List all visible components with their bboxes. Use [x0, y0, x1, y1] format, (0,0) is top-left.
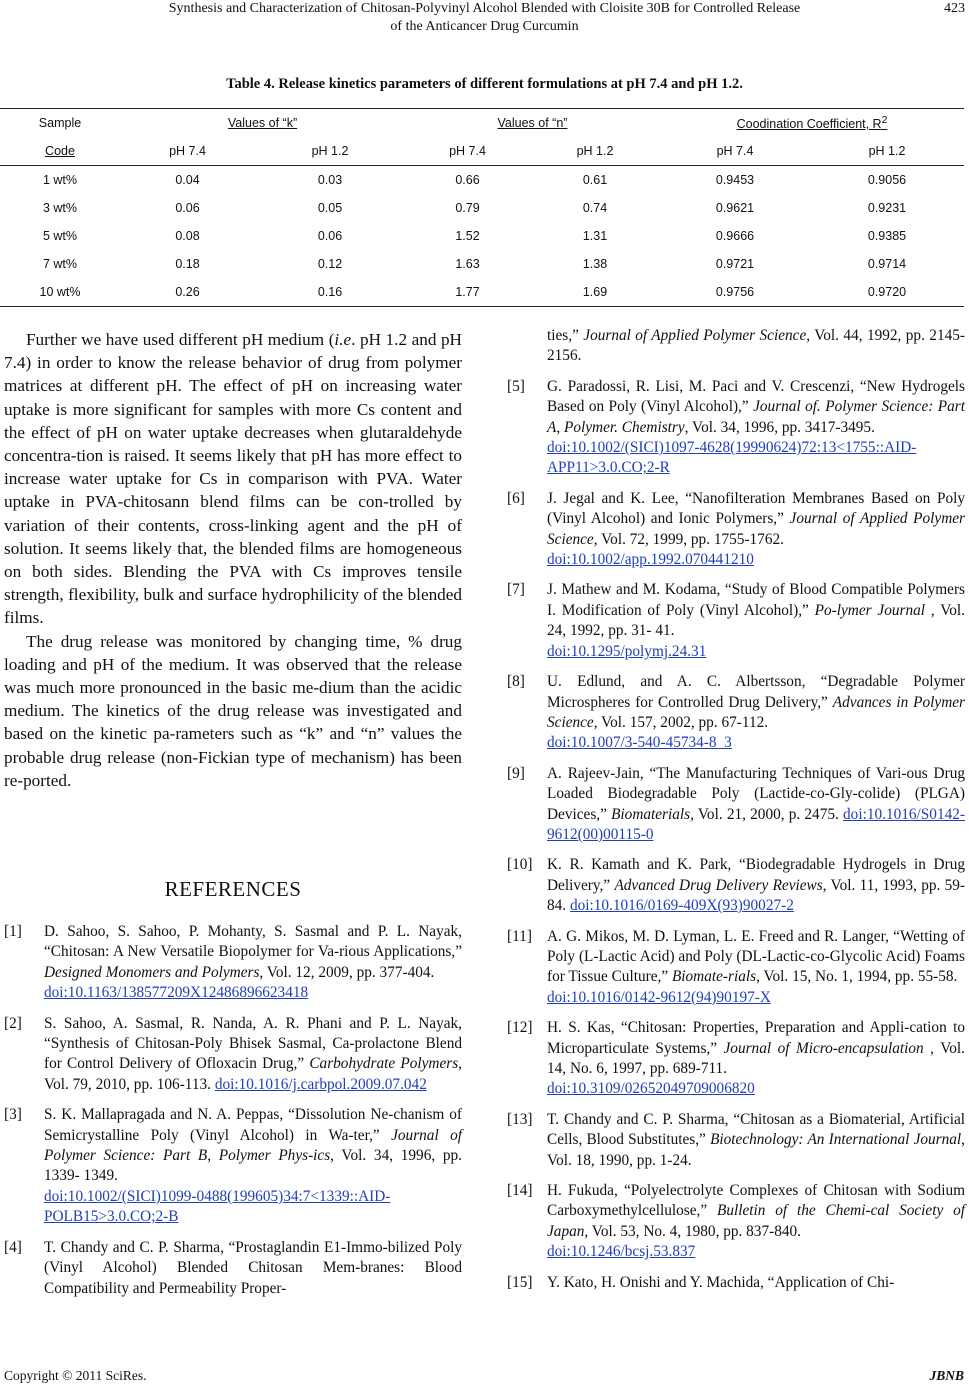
reference-text [44, 1014, 462, 1096]
reference-number: [4] [4, 1238, 22, 1256]
table-cell: 0.26 [120, 278, 255, 307]
references-right-column [507, 326, 965, 1303]
reference-text [547, 1110, 965, 1171]
reference-journal: Journal of Micro-encapsulation [723, 1039, 924, 1057]
reference-item [507, 1273, 965, 1293]
reference-authors-title: S. Sahoo, A. Sasmal, R. Nanda, A. R. Phani and P. L. Nayak, “Synthesis of Chitosan-Poly Bhisek Sasmal, Ca-prolactone Blend for Control Delivery of Ofloxacin Drug,” [44, 1014, 462, 1073]
header-n-group [405, 109, 660, 138]
reference-number: [14] [507, 1182, 533, 1200]
reference-details: , Vol. 14, No. 6, 1997, pp. 689-711. [547, 1039, 965, 1077]
reference-number: [1] [4, 923, 22, 940]
header-code-label: Code [45, 144, 75, 158]
table-cell: 0.06 [175, 201, 200, 215]
table-cell: 0.18 [175, 257, 200, 271]
reference-doi-link[interactable]: doi:10.1002/(SICI)1097-4628(19990624)72:13<1755::AID-APP11>3.0.CO;2-R [547, 439, 917, 477]
reference-number [507, 326, 547, 367]
header-r-text: Coodination Coefficient, R [736, 117, 882, 132]
reference-details: , Vol. 12, 2009, pp. 377-404. [259, 963, 435, 981]
reference-authors-title: J. Jegal and K. Lee, “Nanofilteration Membranes Based on Poly (Vinyl Alcohol) and Ionic Polymers,” [547, 489, 965, 528]
table-cell: 0.79 [455, 201, 480, 215]
table-cell: 3 wt% [42, 201, 78, 215]
header-sample: Sample [0, 109, 120, 138]
header-k-ph12: pH 1.2 [255, 137, 405, 166]
reference-text [547, 764, 965, 846]
reference-journal: Advances in Polymer Science, [547, 693, 965, 731]
reference-item [4, 922, 462, 1004]
reference-item [507, 1018, 965, 1100]
reference-item [507, 326, 965, 367]
reference-details: Vol. 157, 2002, pp. 67-112. [597, 713, 769, 731]
header-n-label: Values of “n” [497, 116, 568, 130]
reference-details: , Vol. 18, 1990, pp. 1-24. [547, 1131, 965, 1169]
table-cell: 0.9453 [715, 173, 755, 187]
table-cell: 0.61 [582, 173, 608, 187]
table-body [0, 166, 964, 307]
reference-journal: Journal of Applied Polymer Science [547, 510, 965, 548]
reference-details: , Vol. 11, 1993, pp. 59-84. [547, 876, 965, 915]
table-cell: 0.05 [317, 201, 343, 215]
reference-authors-title: A. Rajeev-Jain, “The Manufacturing Techniques of Vari-ous Drug Loaded Biodegradable Poly (Lactide-co-Gly-colide) (PLGA) Devices,” [547, 764, 965, 823]
reference-doi-link[interactable]: doi:10.1007/3-540-45734-8_3 [547, 734, 732, 752]
reference-details: Vol. 21, 2000, p. 2475. [693, 805, 844, 823]
table-cell: 0.9385 [867, 229, 907, 243]
reference-text [547, 855, 965, 916]
reference-journal: Biotechnology: An International Journal [710, 1131, 962, 1149]
reference-number: [8] [507, 673, 525, 691]
table-cell: 0.9621 [715, 201, 755, 215]
header-r-ph12: pH 1.2 [810, 137, 964, 166]
table-cell: 1 wt% [42, 173, 78, 187]
header-r-ph74: pH 7.4 [660, 137, 810, 166]
reference-journal: Carbohydrate Polymers [309, 1055, 459, 1073]
body-text [4, 328, 462, 792]
reference-journal: Journal of Polymer Science: Part B, Polymer Phys-ics [44, 1126, 463, 1165]
header-r-group [660, 109, 964, 138]
reference-details: , Vol. 79, 2010, pp. 106-113. [44, 1055, 462, 1093]
journal-abbrev: JBNB [929, 1368, 964, 1383]
reference-number: [6] [507, 489, 525, 507]
reference-text [547, 927, 965, 1009]
reference-journal: Journal of. Polymer Science: Part A, Polymer. Chemistry [547, 398, 965, 436]
header-n-ph74: pH 7.4 [405, 137, 530, 166]
table-row [0, 250, 964, 278]
reference-item [507, 1181, 965, 1263]
table-cell: 0.66 [455, 173, 480, 187]
reference-authors-title: D. Sahoo, S. Sahoo, P. Mohanty, S. Sasmal and P. L. Nayak, “Chitosan: A New Versatile Biopolymer for Va-rious Applications,” [44, 923, 462, 961]
reference-journal: Advanced Drug Delivery Reviews [614, 876, 823, 894]
reference-text [547, 1018, 965, 1100]
reference-authors-title: H. S. Kas, “Chitosan: Properties, Preparation and Appli-cation to Microparticulate Systems,” [547, 1019, 965, 1057]
table-cell: 0.9666 [715, 229, 755, 243]
table-cell: 0.16 [255, 278, 405, 307]
footer [4, 1368, 964, 1384]
reference-authors-title: J. Mathew and M. Kodama, “Study of Blood Compatible Polymers I. Modification of Poly (Vinyl Alcohol),” [547, 581, 965, 619]
table-row [0, 278, 964, 307]
reference-number: [13] [507, 1110, 533, 1128]
table-cell: 0.9721 [715, 257, 755, 271]
reference-details: , Vol. 72, 1999, pp. 1755-1762. [593, 530, 784, 548]
table-cell: 0.9056 [867, 173, 907, 187]
table-row [0, 222, 964, 250]
reference-text [44, 1238, 462, 1299]
copyright-text: Copyright © 2011 SciRes. [4, 1368, 147, 1383]
kinetics-table [0, 108, 964, 307]
reference-journal: Designed Monomers and Polymers [44, 963, 260, 981]
reference-item [4, 1014, 462, 1096]
reference-number: [10] [507, 856, 533, 874]
reference-doi-link[interactable]: doi:10.1002/app.1992.070441210 [547, 551, 754, 569]
table-cell: 0.9714 [867, 257, 907, 271]
reference-number: [2] [4, 1014, 22, 1032]
paragraph-1 [4, 328, 462, 630]
header-r-label [736, 114, 888, 132]
reference-item [507, 580, 965, 662]
table-cell: 7 wt% [42, 257, 78, 271]
reference-number: [5] [507, 377, 525, 395]
reference-number: [11] [507, 927, 532, 945]
reference-authors-title: S. K. Mallapragada and N. A. Peppas, “Dissolution Ne-chanism of Semicrystalline Poly (Vinyl Alcohol) in Wa-ter,” [44, 1106, 462, 1144]
reference-details: , Vol. 53, No. 4, 1980, pp. 837-840. [584, 1222, 801, 1240]
paragraph-1-part-a: Further we have used different pH medium ( [26, 330, 335, 349]
header-r-sup: 2 [881, 114, 888, 126]
reference-text [547, 580, 965, 662]
table-cell: 0.08 [175, 229, 200, 243]
reference-item [507, 855, 965, 916]
reference-authors-title: T. Chandy and C. P. Sharma, “Prostaglandin E1-Immo-bilized Poly (Vinyl Alcohol) Blended Chitosan Mem-branes: Blood Compatibility and Permeability Proper- [44, 1238, 462, 1297]
table-cell: 0.04 [175, 173, 200, 187]
table-row [0, 194, 964, 222]
reference-details: , Vol. 15, No. 1, 1994, pp. 55-58. [756, 968, 958, 986]
reference-text [44, 922, 462, 1004]
reference-doi-link[interactable]: doi:10.1002/(SICI)1099-0488(199605)34:7<1339::AID-POLB15>3.0.CO;2-B [44, 1187, 391, 1226]
page-number: 423 [944, 1, 965, 16]
running-head-title: Synthesis and Characterization of Chitosan-Polyvinyl Alcohol Blended with Cloisite 30B for Controlled Release [168, 1, 801, 16]
running-head [0, 0, 969, 40]
header-k-group [120, 109, 405, 138]
reference-journal: Bulletin of the Chemi-cal Society of Japan [547, 1202, 965, 1240]
reference-doi-link[interactable]: doi:10.1016/S0142-9612(00)00115-0 [547, 805, 965, 843]
table-cell: 1.69 [530, 278, 660, 307]
table-cell: 0.9231 [867, 201, 907, 215]
running-head-subtitle: of the Anticancer Drug Curcumin [390, 19, 579, 34]
reference-doi-link[interactable]: doi:10.1016/j.carbpol.2009.07.042 [214, 1075, 427, 1093]
table-header-row [0, 109, 964, 138]
reference-doi-link[interactable]: doi:10.1016/0169-409X(93)90027-2 [569, 897, 794, 915]
reference-authors-title: K. R. Kamath and K. Park, “Biodegradable Hydrogels in Drug Delivery,” [547, 856, 965, 894]
reference-authors-title: Y. Kato, H. Onishi and Y. Machida, “Application of Chi- [547, 1273, 895, 1291]
reference-doi-link[interactable]: doi:10.3109/02652049709006820 [547, 1080, 755, 1098]
paragraph-2: The drug release was monitored by changing time, % drug loading and pH of the medium. It was observed that the release was much more pronounced in the basic me-dium than the acidic medium. The kinetics of the drug release was investigated and based on the kinetic pa-rameters such as “k” and “n” values the probable drug release (non-Fickian type of mechanism) has been re-ported. [4, 631, 462, 790]
reference-number: [12] [507, 1019, 533, 1037]
table-cell: 5 wt% [42, 229, 78, 243]
reference-authors-title: ties,” [547, 327, 584, 344]
reference-details: , Vol. 34, 1996, pp. 3417-3495. [684, 418, 875, 436]
header-k-ph74: pH 7.4 [120, 137, 255, 166]
table-cell: 0.06 [317, 229, 343, 243]
header-code [0, 137, 120, 166]
reference-text [547, 326, 965, 367]
reference-journal: Po-lymer Journal [814, 601, 925, 619]
reference-item [507, 489, 965, 571]
table-cell: 10 wt% [0, 278, 120, 307]
reference-text [547, 489, 965, 571]
reference-text [547, 1181, 965, 1263]
reference-authors-title: H. Fukuda, “Polyelectrolyte Complexes of Chitosan with Sodium Carboxymethylcellulose,” [547, 1182, 965, 1220]
reference-text [44, 1105, 462, 1227]
table-row [0, 166, 964, 195]
reference-details: , Vol. 24, 1992, pp. 31- 41. [547, 601, 965, 640]
reference-item [507, 672, 965, 754]
reference-item [507, 927, 965, 1009]
reference-doi-link[interactable]: doi:10.1295/polymj.24.31 [547, 642, 707, 660]
table-cell: 1.52 [455, 229, 480, 243]
reference-journal: Journal of Applied Polymer Science [583, 327, 807, 344]
reference-item [4, 1238, 462, 1299]
reference-doi-link[interactable]: doi:10.1016/0142-9612(94)90197-X [547, 988, 771, 1006]
table-cell: 0.03 [317, 173, 343, 187]
table-cell: 0.74 [582, 201, 608, 215]
reference-number: [15] [507, 1273, 533, 1291]
reference-details: , Vol. 44, 1992, pp. 2145-2156. [547, 327, 965, 365]
reference-text [547, 1273, 965, 1293]
reference-number: [9] [507, 764, 525, 782]
table-cell: 0.12 [317, 257, 343, 271]
reference-number: [3] [4, 1106, 22, 1124]
paragraph-1-part-b: . pH 1.2 and pH 7.4) in order to know the release behavior of drug from polymer matrices at different pH. The effect of pH on increasing water uptake is more significant for samples with more Cs content and the effect of pH on water uptake decreases when glutaraldehyde concentra-tion is raised. It seems likely that pH has more effect to increase water uptake for Cs in comparison with PVA. Water uptake in PVA-chitosann blend films can be con-trolled by variation of their contents, cross-linking agent and the pH of solution. It seems likely that, the blended films are homogeneous on both sides. Blending the PVA with Cs improves tensile strength, flexibility, bulk and surface hydrophilicity of the blended films. [4, 330, 462, 628]
reference-item [507, 1110, 965, 1171]
table-cell: 1.38 [582, 257, 608, 271]
reference-authors-title: U. Edlund, and A. C. Albertsson, “Degradable Polymer Microspheres for Controlled Drug Delivery,” [547, 673, 965, 711]
table-caption: Table 4. Release kinetics parameters of different formulations at pH 7.4 and pH 1.2. [226, 76, 743, 92]
table-cell: 1.31 [582, 229, 608, 243]
reference-authors-title: A. G. Mikos, M. D. Lyman, L. E. Freed and R. Langer, “Wetting of Poly (L-Lactic Acid) and Poly (DL-Lactic-co-Glycolic Acid) Foams for Tissue Culture,” [547, 927, 965, 986]
reference-doi-link[interactable]: doi:10.1246/bcsj.53.837 [547, 1243, 696, 1261]
reference-authors-title: T. Chandy and C. P. Sharma, “Chitosan as a Biomaterial, Artificial Cells, Blood Substitutes,” [547, 1110, 965, 1149]
table-cell: 0.9720 [810, 278, 964, 307]
reference-journal: Biomate-rials [671, 968, 757, 986]
reference-journal: Biomaterials, [611, 805, 694, 823]
reference-authors-title: G. Paradossi, R. Lisi, M. Paci and V. Crescenzi, “New Hydrogels Based on Poly (Vinyl Alcohol),” [547, 377, 965, 416]
header-k-label: Values of “k” [227, 116, 298, 130]
table-cell: 1.63 [455, 257, 480, 271]
table-cell: 0.9756 [660, 278, 810, 307]
table-subheader-row [0, 137, 964, 166]
reference-item [507, 764, 965, 846]
references-heading: REFERENCES [164, 877, 302, 901]
reference-text [547, 672, 965, 754]
reference-text [547, 377, 965, 479]
reference-item [4, 1105, 462, 1227]
header-n-ph12: pH 1.2 [530, 137, 660, 166]
table-cell: 1.77 [405, 278, 530, 307]
reference-doi-link[interactable]: doi:10.1163/138577209X12486896623418 [44, 984, 309, 1002]
reference-item [507, 377, 965, 479]
references-left-column [4, 922, 462, 1309]
reference-details: , Vol. 34, 1996, pp. 1339- 1349. [44, 1147, 463, 1185]
reference-number: [7] [507, 581, 525, 599]
paragraph-1-ie: i.e [334, 330, 352, 349]
